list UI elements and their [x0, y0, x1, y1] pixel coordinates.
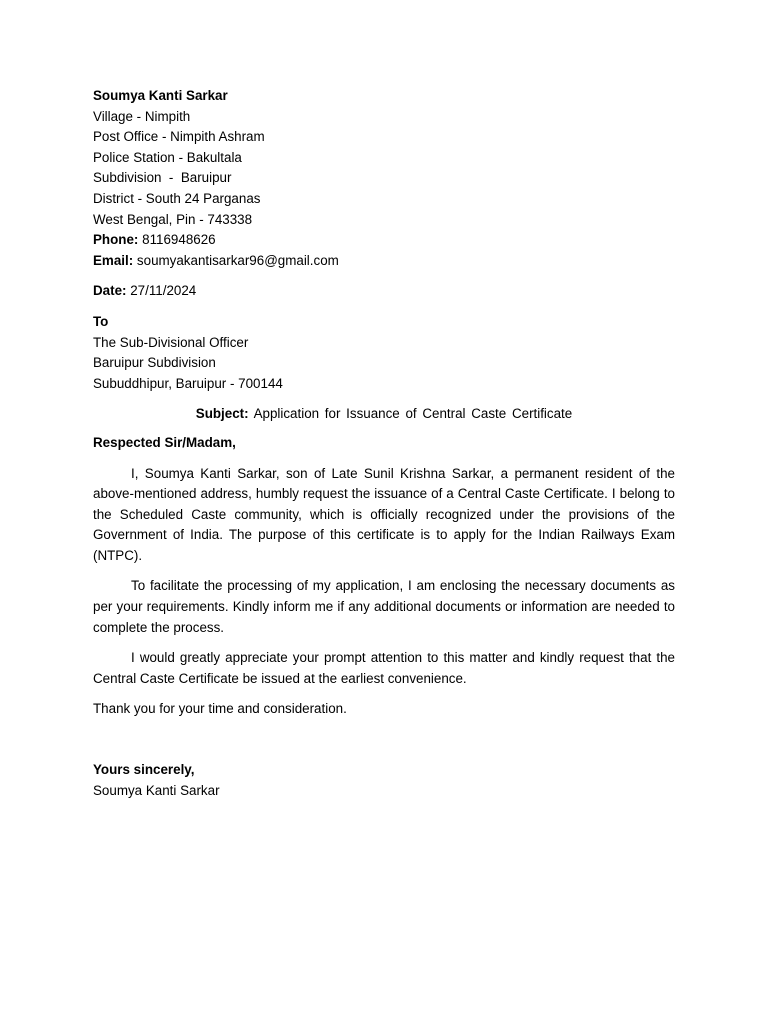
recipient-block — [93, 312, 675, 394]
signature-name: Soumya Kanti Sarkar — [93, 782, 220, 798]
thanks-line: Thank you for your time and consideration. — [93, 701, 347, 717]
email-label: Email: — [93, 252, 134, 268]
salutation: Respected Sir/Madam, — [93, 434, 236, 450]
sender-address-line: District - South 24 Parganas — [93, 190, 261, 206]
sender-address-line: West Bengal, Pin - 743338 — [93, 211, 253, 227]
subject-text: Application for Issuance of Central Caste Certificate — [253, 406, 573, 422]
sender-email — [93, 251, 675, 272]
sender-phone — [93, 230, 675, 251]
phone-value: 8116948626 — [142, 232, 216, 248]
sender-name: Soumya Kanti Sarkar — [93, 88, 228, 103]
email-value: soumyakantisarkar96@gmail.com — [136, 252, 339, 268]
valediction: Yours sincerely, — [93, 762, 195, 778]
sender-address-line: Village - Nimpith — [93, 108, 191, 124]
phone-label: Phone: — [93, 232, 139, 248]
date-line — [93, 281, 675, 302]
body-paragraph: I, Soumya Kanti Sarkar, son of Late Sunil Krishna Sarkar, a permanent resident of the above-mentioned address, humbly request the issuance of a Central Caste Certificate. I belong to the Scheduled Caste community, which is officially recognized under the provisions of the Government of India. The purpose of this certificate is to apply for the Indian Railways Exam (NTPC). — [93, 465, 675, 563]
sender-address-line: Post Office - Nimpith Ashram — [93, 129, 265, 145]
body-paragraph: I would greatly appreciate your prompt attention to this matter and kindly request that the Central Caste Certificate be issued at the earliest convenience. — [93, 650, 675, 686]
sender-address-line: Subdivision - Baruipur — [93, 170, 232, 186]
date-label: Date: — [93, 283, 127, 299]
letter-page — [93, 86, 675, 801]
recipient-line: Subuddhipur, Baruipur - 700144 — [93, 375, 283, 391]
date-value: 27/11/2024 — [130, 283, 197, 299]
recipient-line: Baruipur Subdivision — [93, 355, 216, 371]
recipient-line: The Sub-Divisional Officer — [93, 334, 249, 350]
subject-line — [93, 404, 675, 425]
sender-block — [93, 86, 675, 271]
body-paragraph: To facilitate the processing of my application, I am enclosing the necessary documents as per your requirements. Kindly inform me if any additional documents or information are needed to complete the process. — [93, 578, 675, 635]
subject-label: Subject: — [195, 406, 249, 422]
sender-address-line: Police Station - Bakultala — [93, 149, 242, 165]
to-label: To — [93, 313, 109, 329]
